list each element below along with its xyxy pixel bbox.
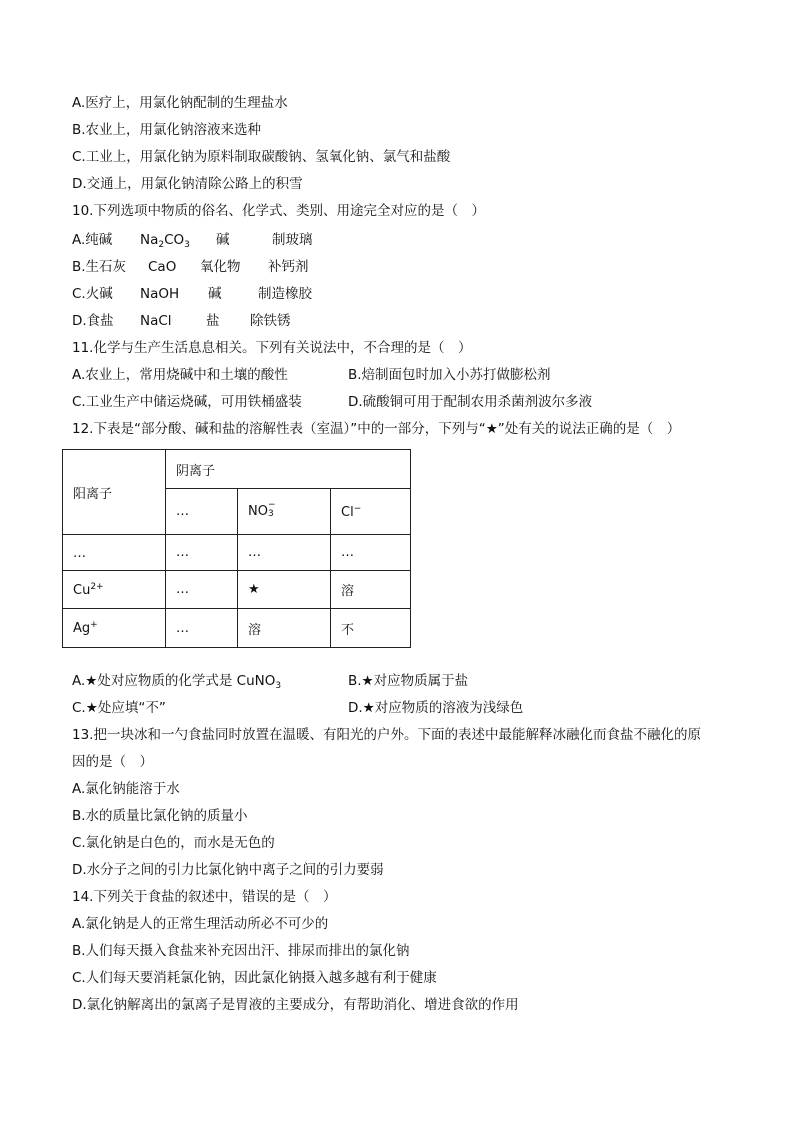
q11-option-c: C.工业生产中储运烧碱，可用铁桶盛装 — [72, 394, 302, 410]
option-formula: $Na_2CO_3$ — [140, 232, 190, 250]
anion-col-no3: NO − 3 — [238, 489, 331, 535]
q13-option-c: C.氯化钠是白色的，而水是无色的 — [72, 835, 275, 851]
q10-option-d — [72, 311, 291, 331]
option-formula: CaO — [148, 259, 177, 275]
q13-option-a: A.氯化钠能溶于水 — [72, 781, 180, 797]
table-row — [63, 609, 411, 648]
option-formula: NaOH — [140, 286, 180, 302]
q14-option-a: A.氯化钠是人的正常生理活动所必不可少的 — [72, 916, 329, 932]
q11-option-d: D.硫酸铜可用于配制农用杀菌剂波尔多液 — [348, 394, 593, 410]
q13-option-d: D.水分子之间的引力比氯化钠中离子之间的引力要弱 — [72, 862, 384, 878]
option-label: A.纯碱 — [72, 232, 113, 248]
option-use: 制玻璃 — [272, 232, 313, 248]
q10-option-b — [72, 257, 309, 277]
anion-col-ellipsis: … — [166, 489, 238, 535]
option-use: 除铁锈 — [250, 313, 291, 329]
anion-header: 阴离子 — [166, 450, 411, 489]
table-cell: 溶 — [331, 571, 411, 609]
q13-option-b: B.水的质量比氯化钠的质量小 — [72, 808, 248, 824]
table-cell: 溶 — [238, 609, 331, 648]
option-label: D.食盐 — [72, 313, 114, 329]
option-label: C.火碱 — [72, 286, 113, 302]
q10-option-c — [72, 284, 312, 304]
q12-row-1 — [72, 671, 468, 696]
q14-option-d: D.氯化钠解离出的氯离子是胃液的主要成分，有帮助消化、增进食欲的作用 — [72, 997, 519, 1013]
cation-header: 阳离子 — [63, 450, 166, 535]
table-cell: 不 — [331, 609, 411, 648]
option-use: 补钙剂 — [268, 259, 309, 275]
q11-option-b: B.焙制面包时加入小苏打做膨松剂 — [348, 367, 551, 383]
q9-option-d: D.交通上，用氯化钠清除公路上的积雪 — [72, 176, 303, 192]
q10-stem: 10.下列选项中物质的俗名、化学式、类别、用途完全对应的是（ ） — [72, 203, 485, 219]
cation-cell: Ag+ — [63, 609, 166, 648]
q14-option-b: B.人们每天摄入食盐来补充因出汗、排尿而排出的氯化钠 — [72, 943, 410, 959]
q9-option-b: B.农业上，用氯化钠溶液来选种 — [72, 122, 262, 138]
option-use: 制造橡胶 — [258, 286, 312, 302]
table-row — [63, 535, 411, 571]
q9-option-c: C.工业上，用氯化钠为原料制取碳酸钠、氢氧化钠、氯气和盐酸 — [72, 149, 451, 165]
table-cell: … — [166, 609, 238, 648]
q10-option-a — [72, 230, 313, 255]
q13-stem-line2: 因的是（ ） — [72, 754, 153, 770]
q14-stem: 14.下列关于食盐的叙述中，错误的是（ ） — [72, 889, 337, 905]
anion-col-cl: Cl− — [331, 489, 411, 535]
q12-option-b: B.★对应物质属于盐 — [348, 673, 469, 689]
q11-row-1 — [72, 365, 551, 385]
option-category: 氧化物 — [200, 259, 241, 275]
q12-option-a: A.★处对应物质的化学式是 CuNO$_3$ — [72, 673, 282, 691]
q12-option-c: C.★处应填“不” — [72, 700, 166, 716]
q11-option-a: A.农业上，常用烧碱中和土壤的酸性 — [72, 367, 288, 383]
table-cell: … — [166, 571, 238, 609]
option-category: 碱 — [208, 286, 222, 302]
option-category: 碱 — [216, 232, 230, 248]
cation-cell: … — [63, 535, 166, 571]
option-formula: NaCl — [140, 313, 172, 329]
table-cell-star: ★ — [238, 571, 331, 609]
q12-option-d: D.★对应物质的溶液为浅绿色 — [348, 700, 524, 716]
q9-option-a: A.医疗上，用氯化钠配制的生理盐水 — [72, 95, 288, 111]
option-label: B.生石灰 — [72, 259, 127, 275]
q11-stem: 11.化学与生产生活息息相关。下列有关说法中，不合理的是（ ） — [72, 340, 472, 356]
solubility-table — [62, 449, 411, 648]
table-cell: … — [166, 535, 238, 571]
q14-option-c: C.人们每天要消耗氯化钠，因此氯化钠摄入越多越有利于健康 — [72, 970, 437, 986]
q12-row-2 — [72, 698, 523, 718]
q11-row-2 — [72, 392, 592, 412]
cation-cell: $Cu^{2+}$ — [63, 571, 166, 609]
table-cell: … — [331, 535, 411, 571]
q12-stem: 12.下表是“部分酸、碱和盐的溶解性表（室温）”中的一部分，下列与“★”处有关的说法正确的是（ ） — [72, 421, 681, 437]
option-category: 盐 — [206, 313, 220, 329]
table-cell: … — [238, 535, 331, 571]
q13-stem-line1: 13.把一块冰和一勺食盐同时放置在温暖、有阳光的户外。下面的表述中最能解释冰融化而食盐不融化的原 — [72, 727, 701, 743]
table-row — [63, 571, 411, 609]
